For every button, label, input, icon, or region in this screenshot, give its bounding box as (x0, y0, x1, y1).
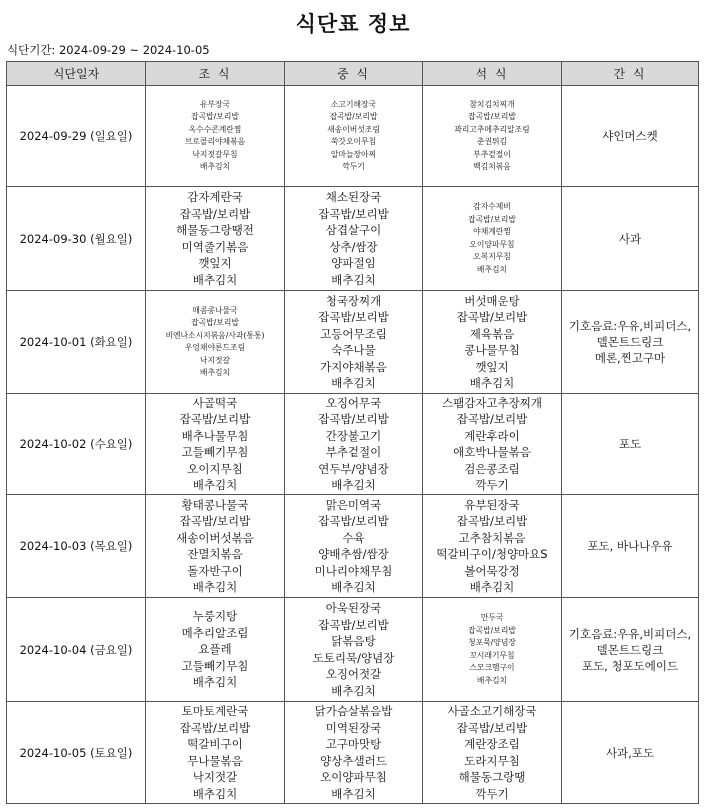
menu-item: 사골소고기해장국 (447, 704, 537, 718)
header-breakfast: 조 식 (146, 62, 285, 86)
header-snack: 간 식 (562, 62, 699, 86)
menu-cell-snack (562, 291, 699, 394)
menu-cell-dinner (423, 495, 562, 598)
menu-item: 야채계란찜 (473, 227, 511, 236)
menu-item: 잡곡밥/보리밥 (468, 214, 516, 224)
menu-item: 낙지젓갈무침 (192, 149, 238, 159)
snack-item: 델몬트드링크 (596, 642, 664, 657)
menu-item: 스팸감자고추장찌개 (442, 395, 542, 410)
menu-cell-dinner (423, 291, 562, 394)
menu-item: 잡곡밥/보리밥 (191, 112, 239, 121)
menu-item: 연두부/양념장 (318, 461, 389, 476)
menu-cell-lunch (285, 598, 423, 702)
menu-item: 잡곡밥/보리밥 (179, 720, 251, 735)
menu-day-row (7, 86, 699, 187)
menu-item: 계란장조림 (464, 737, 520, 751)
menu-day-row (7, 598, 699, 702)
menu-item: 미역된장국 (325, 720, 382, 735)
menu-item: 배추김치 (192, 675, 238, 690)
menu-item: 떡갈비구이/청양마요S (436, 547, 548, 561)
menu-item: 만두국 (480, 613, 504, 622)
menu-item: 잡곡밥/보리밥 (191, 318, 239, 327)
lunch-item-list (285, 293, 422, 392)
menu-item: 깍두기 (475, 786, 509, 801)
menu-cell-dinner (423, 702, 562, 804)
dinner-item-list (423, 703, 561, 802)
menu-item: 채소된장국 (325, 190, 382, 204)
menu-item: 애호박나물볶음 (453, 445, 531, 459)
menu-item: 깻잎지 (475, 359, 509, 374)
lunch-item-list (285, 600, 422, 699)
menu-item: 양파절임 (331, 256, 376, 270)
menu-item: 배추김치 (331, 478, 376, 492)
snack-item: 포도, 청포도에이드 (581, 658, 679, 673)
menu-cell-snack (562, 86, 699, 187)
menu-item: 메추리알조림 (181, 625, 249, 640)
menu-item: 춘권튀김 (476, 137, 508, 146)
menu-table (6, 61, 699, 804)
menu-item: 배추김치 (476, 675, 508, 685)
header-row (7, 62, 699, 86)
menu-item: 도라지무침 (464, 753, 520, 768)
menu-cell-lunch (285, 291, 423, 394)
menu-item: 누룽지탕 (192, 609, 238, 624)
menu-cell-breakfast (146, 187, 285, 291)
breakfast-item-list (146, 305, 284, 380)
menu-item: 돌자반구이 (187, 563, 243, 578)
menu-item: 오징어젓갈 (325, 667, 382, 681)
breakfast-item-list (146, 497, 284, 596)
menu-item: 고들빼기무침 (181, 445, 249, 459)
menu-item: 잡곡밥/보리밥 (456, 412, 528, 426)
menu-item: 꼬시래기무침 (469, 650, 515, 660)
menu-cell-snack (562, 598, 699, 702)
menu-cell-lunch (285, 495, 423, 598)
menu-item: 황태콩나물국 (181, 497, 249, 512)
dinner-item-list (423, 99, 561, 174)
menu-item: 스모크햄구이 (469, 663, 515, 672)
page-title: 식단표 정보 (295, 12, 411, 36)
menu-cell-snack (562, 187, 699, 291)
menu-item: 부추겉절이 (473, 149, 511, 159)
menu-item: 삼겹살구이 (325, 223, 382, 237)
snack-item: 사과 (618, 231, 642, 246)
menu-item: 배추김치 (331, 580, 376, 594)
menu-item: 백김치볶음 (473, 162, 511, 171)
menu-item: 콩나물무침 (464, 343, 520, 357)
menu-item: 토마토계란국 (181, 704, 249, 718)
menu-item: 새송이버섯조림 (327, 124, 380, 134)
lunch-item-list (285, 703, 422, 802)
menu-date: 2024-09-29 (일요일) (7, 86, 146, 187)
menu-item: 배추김치 (476, 264, 508, 274)
menu-item: 부추겉절이 (325, 445, 382, 459)
menu-date: 2024-10-02 (수요일) (7, 394, 146, 495)
menu-item: 배추김치 (331, 683, 376, 698)
menu-item: 오징어무국 (325, 395, 382, 410)
snack-item: 포도, 바나나우유 (587, 539, 673, 553)
menu-item: 청포묵/양념장 (468, 638, 516, 647)
menu-item: 잡곡밥/보리밥 (456, 514, 528, 528)
menu-date: 2024-10-01 (화요일) (7, 291, 146, 394)
menu-item: 도토리묵/양념장 (312, 650, 395, 665)
header-lunch: 중 식 (285, 62, 423, 86)
dinner-item-list (423, 612, 561, 687)
menu-item: 낙지젓갈 (192, 770, 238, 784)
menu-item: 볼어묵강정 (464, 563, 520, 578)
menu-item: 배추김치 (192, 580, 238, 594)
header-dinner: 석 식 (423, 62, 562, 86)
menu-body (7, 86, 699, 804)
menu-item: 배추나물무침 (181, 428, 249, 443)
menu-item: 가지야채볶음 (320, 359, 387, 374)
menu-item: 고추참치볶음 (458, 530, 526, 545)
menu-item: 제육볶음 (469, 326, 515, 341)
menu-cell-snack (562, 495, 699, 598)
menu-item: 떡갈비구이 (187, 737, 243, 751)
menu-item: 맑은미역국 (325, 497, 382, 512)
snack-item: 샤인머스켓 (602, 129, 658, 143)
breakfast-item-list (146, 99, 284, 174)
menu-item: 양상추샐러드 (320, 753, 387, 768)
menu-item: 깍두기 (475, 478, 509, 492)
menu-cell-lunch (285, 86, 423, 187)
menu-item: 비엔나소시지볶음/사과(통통) (165, 330, 265, 340)
menu-cell-breakfast (146, 598, 285, 702)
menu-period: 식단기간: 2024-09-29 ~ 2024-10-05 (7, 43, 210, 57)
menu-item: 잡곡밥/보리밥 (179, 206, 251, 221)
menu-item: 감자수제비 (473, 202, 511, 211)
menu-cell-lunch (285, 394, 423, 495)
menu-item: 배추김치 (199, 162, 231, 171)
menu-cell-dinner (423, 598, 562, 702)
menu-cell-breakfast (146, 291, 285, 394)
menu-cell-breakfast (146, 86, 285, 187)
menu-item: 잡곡밥/보리밥 (456, 310, 528, 324)
lunch-item-list (285, 189, 422, 288)
menu-item: 무나물볶음 (187, 753, 243, 768)
menu-item: 깻잎지 (198, 256, 232, 270)
menu-item: 검은콩조림 (464, 461, 520, 476)
menu-item: 배추김치 (331, 272, 376, 287)
menu-item: 잡곡밥/보리밥 (179, 514, 251, 528)
menu-cell-breakfast (146, 702, 285, 804)
menu-item: 배추김치 (192, 786, 238, 801)
menu-item: 깍두기 (342, 162, 365, 171)
menu-item: 오이양파무침 (320, 770, 387, 784)
menu-item: 쑥갓오이무침 (330, 137, 377, 146)
menu-cell-dinner (423, 394, 562, 495)
menu-item: 고등어무조림 (320, 326, 387, 341)
menu-cell-snack (562, 394, 699, 495)
menu-item: 알마늘장아찌 (330, 149, 377, 159)
dinner-item-list (423, 201, 561, 276)
menu-day-row (7, 291, 699, 394)
menu-item: 닭가슴살볶음밥 (314, 704, 393, 718)
menu-item: 오이지무침 (187, 461, 243, 476)
menu-date: 2024-10-04 (금요일) (7, 598, 146, 702)
menu-day-row (7, 495, 699, 598)
snack-item: 기호음료:우유,비피더스, (568, 319, 692, 333)
menu-date: 2024-10-03 (목요일) (7, 495, 146, 598)
menu-day-row (7, 394, 699, 495)
menu-item: 낙지젓갈 (199, 355, 231, 365)
menu-day-row (7, 702, 699, 804)
menu-item: 소고기해장국 (330, 99, 377, 109)
menu-item: 배추김치 (192, 478, 238, 492)
lunch-item-list (285, 99, 422, 174)
menu-item: 해물동그랑땡 (458, 770, 526, 784)
menu-item: 브로콜리야채볶음 (184, 137, 246, 146)
menu-item: 잡곡밥/보리밥 (318, 412, 389, 426)
snack-item: 델몬트드링크 (596, 335, 664, 349)
dinner-item-list (423, 293, 561, 392)
menu-item: 요플레 (198, 642, 232, 657)
header-date: 식단일자 (7, 62, 146, 86)
menu-item: 배추김치 (199, 368, 231, 377)
menu-cell-snack (562, 702, 699, 804)
menu-item: 매콤콩나물국 (192, 305, 238, 315)
menu-item: 꽈리고추메추리알조림 (454, 124, 530, 134)
menu-item: 참치김치찌개 (469, 99, 515, 109)
menu-item: 닭볶음탕 (331, 634, 376, 648)
breakfast-item-list (146, 608, 284, 691)
lunch-item-list (285, 497, 422, 596)
menu-item: 배추김치 (469, 580, 515, 594)
menu-item: 고들빼기무침 (181, 658, 249, 673)
menu-item: 잡곡밥/보리밥 (318, 617, 389, 632)
menu-item: 잡곡밥/보리밥 (318, 514, 389, 528)
breakfast-item-list (146, 703, 284, 802)
menu-item: 해물동그랑땡전 (176, 223, 254, 237)
menu-item: 청국장찌개 (325, 293, 382, 308)
menu-item: 배추김치 (469, 376, 515, 390)
menu-cell-dinner (423, 187, 562, 291)
menu-item: 잡곡밥/보리밥 (456, 720, 528, 735)
menu-item: 새송이버섯볶음 (176, 530, 254, 545)
breakfast-item-list (146, 395, 284, 494)
menu-item: 사골떡국 (192, 395, 238, 410)
menu-date: 2024-09-30 (월요일) (7, 187, 146, 291)
lunch-item-list (285, 395, 422, 494)
snack-item: 메론,찐고구마 (594, 351, 666, 365)
menu-item: 간장불고기 (325, 428, 382, 443)
menu-item: 숙주나물 (331, 343, 376, 357)
menu-item: 옥수수콘계란찜 (188, 124, 242, 134)
menu-item: 잡곡밥/보리밥 (329, 112, 378, 121)
menu-item: 잡곡밥/보리밥 (318, 310, 389, 324)
menu-item: 상추/쌈장 (329, 239, 378, 254)
menu-item: 잔멸치볶음 (187, 547, 243, 561)
menu-item: 유부장국 (199, 99, 231, 109)
menu-item: 잡곡밥/보리밥 (179, 412, 251, 426)
menu-item: 미역줄기볶음 (181, 239, 249, 254)
menu-item: 오이양파무침 (469, 239, 515, 249)
menu-cell-lunch (285, 187, 423, 291)
menu-item: 수육 (342, 530, 365, 545)
menu-item: 계란후라이 (464, 428, 520, 443)
menu-item: 잡곡밥/보리밥 (468, 625, 516, 635)
menu-cell-breakfast (146, 394, 285, 495)
menu-item: 잡곡밥/보리밥 (318, 206, 389, 221)
menu-item: 양배추쌈/쌈장 (318, 547, 389, 561)
dinner-item-list (423, 497, 561, 596)
menu-item: 잡곡밥/보리밥 (468, 112, 516, 121)
menu-date: 2024-10-05 (토요일) (7, 702, 146, 804)
menu-cell-breakfast (146, 495, 285, 598)
menu-cell-lunch (285, 702, 423, 804)
menu-item: 우엉채야론드조림 (184, 343, 246, 352)
menu-item: 미나리야채무침 (314, 563, 393, 578)
menu-item: 배추김치 (331, 376, 376, 390)
menu-item: 버섯매운탕 (464, 293, 520, 308)
snack-item: 사과,포도 (605, 745, 655, 760)
snack-item: 기호음료:우유,비피더스, (568, 626, 692, 641)
menu-item: 고구마맛탕 (325, 737, 382, 751)
breakfast-item-list (146, 189, 284, 288)
menu-item: 배추김치 (192, 272, 238, 287)
menu-item: 배추김치 (331, 786, 376, 801)
dinner-item-list (423, 395, 561, 494)
menu-item: 오복지무침 (473, 252, 511, 261)
menu-item: 감자계란국 (187, 190, 243, 204)
menu-day-row (7, 187, 699, 291)
menu-item: 아욱된장국 (325, 601, 382, 615)
menu-cell-dinner (423, 86, 562, 187)
snack-item: 포도 (618, 437, 642, 451)
menu-item: 유부된장국 (464, 497, 520, 512)
